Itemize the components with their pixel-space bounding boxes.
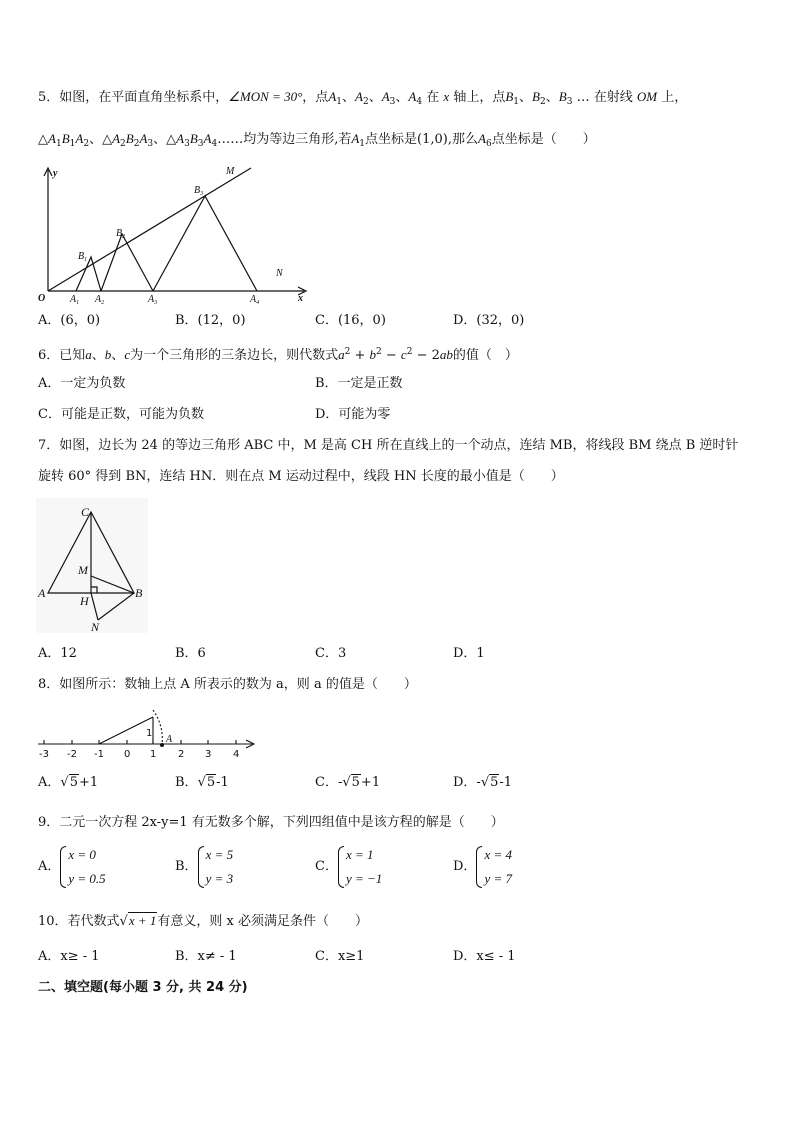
q6-option-c[interactable]: C．可能是正数，可能为负数 <box>38 407 204 422</box>
n-label: N <box>91 620 100 634</box>
q5-stem-line1: 5．如图，在平面直角坐标系中，∠MON = 30°，点$A_1$、$A_2$、$A_3$、$A_4$ 在 x 轴上，点$B_1$、$B_2$、$B_3$ … 在射线 OM 上， <box>38 89 688 107</box>
q8-option-a[interactable]: A．√5+1 <box>38 775 99 790</box>
q7-stem-line1: 7．如图，边长为 24 的等边三角形 ABC 中，M 是高 CH 所在直线上的一个动点，连结 MB，将线段 BM 绕点 B 逆时针 <box>38 438 739 453</box>
svg-text:A2: $A_2$ <box>95 294 105 306</box>
triangle-2 <box>101 234 153 291</box>
hypotenuse <box>99 717 153 744</box>
svg-text:B2: $B_2$ <box>116 228 126 240</box>
c-label: C <box>81 505 90 519</box>
q9-stem: 9．二元一次方程 2x-y=1 有无数多个解，下列四组值中是该方程的解是（ ） <box>38 815 504 830</box>
q6-stem: 6．已知a、b、c为一个三角形的三条边长，则代数式$a^2 + b^2 - c^2 - 2ab$的值（ ） <box>38 347 518 363</box>
q7-option-c[interactable]: C．3 <box>315 646 347 661</box>
q5-option-b[interactable]: B．(12，0) <box>175 313 246 328</box>
q7-option-d[interactable]: D．1 <box>453 646 485 661</box>
q8-option-b[interactable]: B．√5-1 <box>175 775 229 790</box>
q10-option-b[interactable]: B．x≠ - 1 <box>175 949 237 964</box>
q7-stem-line2: 旋转 60° 得到 BN，连结 HN．则在点 M 运动过程中，线段 HN 长度的最小值是（ ） <box>38 469 564 484</box>
q5-figure <box>36 162 311 306</box>
ray-om <box>48 168 251 291</box>
q6-option-b[interactable]: B．一定是正数 <box>315 376 403 391</box>
q9-option-a[interactable]: A．x = 0 y = 0.5 <box>38 843 106 891</box>
q6-option-d[interactable]: D．可能为零 <box>315 407 391 422</box>
q8-option-d[interactable]: D．-√5-1 <box>453 775 513 790</box>
angle-mon: ∠MON = 30° <box>228 89 303 104</box>
q10-option-a[interactable]: A．x≥ - 1 <box>38 949 100 964</box>
q6-option-a[interactable]: A．一定为负数 <box>38 376 126 391</box>
q5-option-d[interactable]: D．(32，0) <box>453 313 525 328</box>
q9-option-d[interactable]: D．x = 4 y = 7 <box>453 843 512 891</box>
tick-label: -1 <box>94 749 104 760</box>
q7-option-b[interactable]: B．6 <box>175 646 206 661</box>
y-label: y <box>53 168 58 179</box>
q5-option-a[interactable]: A．(6，0) <box>38 313 101 328</box>
tick-label: 3 <box>205 749 212 760</box>
leg-label: 1 <box>146 728 153 739</box>
svg-text:A4: $A_4$ <box>250 294 260 306</box>
m-label: M <box>226 166 235 177</box>
tick-label: 1 <box>150 749 157 760</box>
h-label: H <box>80 594 89 608</box>
section-2-heading: 二、填空题(每小题 3 分, 共 24 分) <box>38 980 248 995</box>
q10-stem: 10．若代数式√x + 1有意义，则 x 必须满足条件（ ） <box>38 913 368 929</box>
origin-label: O <box>38 293 46 304</box>
tick-label: 2 <box>178 749 185 760</box>
tick-marks <box>44 740 236 744</box>
q9-option-c[interactable]: C．x = 1 y = −1 <box>315 843 382 891</box>
arc <box>153 710 162 744</box>
q7-option-a[interactable]: A．12 <box>38 646 77 661</box>
b-label: B <box>135 586 143 600</box>
x-label: x <box>298 293 303 304</box>
q8-figure <box>36 700 258 762</box>
a-label: A <box>166 734 173 745</box>
m-label: M <box>78 563 88 577</box>
svg-text:A3: $A_3$ <box>148 294 158 306</box>
n-label: N <box>276 268 283 279</box>
q5-stem-line2: $\triangle A_1B_1A_2$、$\triangle A_2B_2A_3$、$\triangle A_3B_3A_4\dots\dots$均为等边三角形,若$A_1$点坐标是(1,0),那么$A_6$点坐标是（ ） <box>38 131 596 149</box>
tick-label: -3 <box>39 749 49 760</box>
q10-option-c[interactable]: C．x≥1 <box>315 949 365 964</box>
tick-label: -2 <box>67 749 77 760</box>
q10-option-d[interactable]: D．x≤ - 1 <box>453 949 516 964</box>
q8-option-c[interactable]: C．-√5+1 <box>315 775 381 790</box>
svg-text:A1: $A_1$ <box>70 294 80 306</box>
svg-text:B3: $B_3$ <box>194 185 204 197</box>
svg-text:B1: $B_1$ <box>78 251 88 263</box>
point-a <box>160 743 164 747</box>
q9-option-b[interactable]: B．x = 5 y = 3 <box>175 843 233 891</box>
triangle-1 <box>76 257 101 291</box>
q8-stem: 8．如图所示：数轴上点 A 所表示的数为 a，则 a 的值是（ ） <box>38 677 417 692</box>
tick-label: 4 <box>233 749 240 760</box>
tick-label: 0 <box>124 749 131 760</box>
triangle-3 <box>153 196 257 291</box>
q5-option-c[interactable]: C．(16，0) <box>315 313 386 328</box>
q7-figure <box>36 498 151 635</box>
a-label: A <box>38 586 46 600</box>
